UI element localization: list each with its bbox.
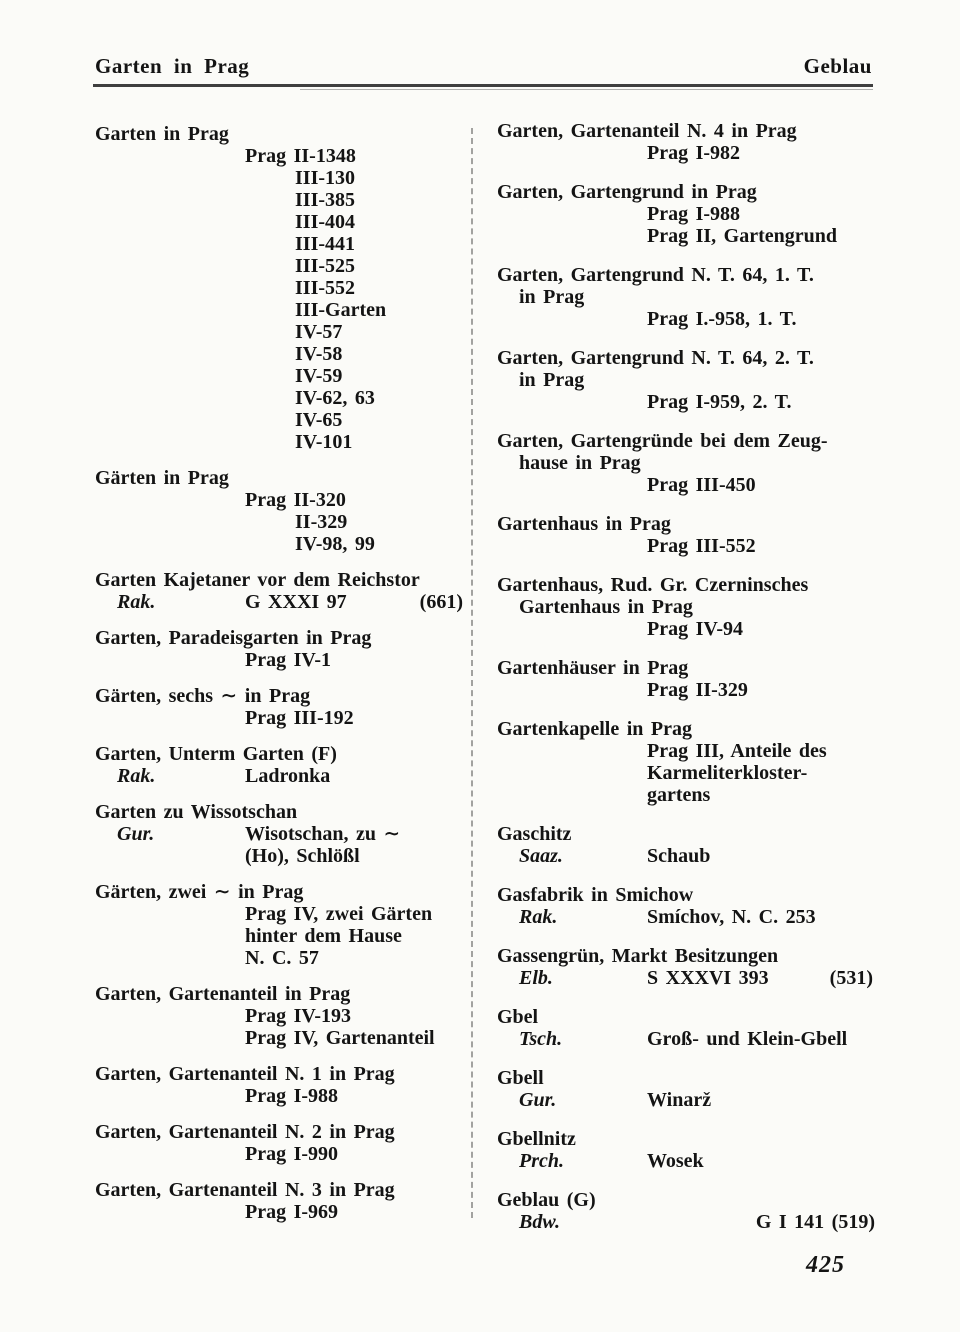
source-abbreviation: Saaz.	[519, 845, 563, 867]
index-line	[95, 765, 465, 787]
line-text: IV-98, 99	[295, 533, 375, 555]
index-headword-line	[497, 264, 875, 286]
index-line	[95, 211, 465, 233]
index-headword-line	[95, 743, 465, 765]
index-headword-line	[497, 430, 875, 452]
line-text: Prag II-329	[647, 679, 748, 701]
line-text: in Prag	[519, 369, 585, 391]
line-text: Gartenhaus in Prag	[519, 596, 693, 618]
line-text: Prag I-982	[647, 142, 741, 164]
line-text: Gasfabrik in Smichow	[497, 884, 694, 906]
index-entry	[95, 1121, 465, 1165]
index-headword-line	[497, 120, 875, 142]
line-text: Gartenhäuser in Prag	[497, 657, 689, 679]
index-line	[95, 321, 465, 343]
index-entry	[95, 685, 465, 729]
index-line	[497, 784, 875, 806]
index-entry	[497, 1189, 875, 1233]
index-headword-line	[497, 718, 875, 740]
line-text: Prag I-988	[245, 1085, 339, 1107]
line-text: IV-58	[295, 343, 343, 365]
line-text: Wisotschan, zu ∼	[245, 823, 401, 845]
index-line	[497, 967, 875, 989]
index-headword-line	[95, 627, 465, 649]
line-text: Gärten, zwei ∼ in Prag	[95, 881, 304, 903]
line-text: gartens	[647, 784, 711, 806]
line-text: Prag I-959, 2. T.	[647, 391, 792, 413]
line-text: II-329	[295, 511, 348, 533]
index-line	[497, 1089, 875, 1111]
index-headword-line	[497, 1128, 875, 1150]
index-headword-line	[497, 884, 875, 906]
line-text: IV-57	[295, 321, 343, 343]
line-text: in Prag	[519, 286, 585, 308]
line-text: Prag I-988	[647, 203, 741, 225]
right-column	[497, 120, 875, 1250]
index-line	[95, 1027, 465, 1049]
line-text: IV-65	[295, 409, 343, 431]
index-entry	[497, 264, 875, 330]
line-text: Garten, Gartenanteil in Prag	[95, 983, 351, 1005]
index-line	[497, 203, 875, 225]
index-line	[497, 1211, 875, 1233]
index-entry	[95, 1179, 465, 1223]
index-line	[95, 489, 465, 511]
line-text: Prag II, Gartengrund	[647, 225, 837, 247]
index-line	[95, 1085, 465, 1107]
index-line	[95, 431, 465, 453]
index-line	[95, 145, 465, 167]
index-line	[95, 823, 465, 845]
header-rule-shadow	[300, 89, 873, 90]
index-line	[95, 343, 465, 365]
running-head-left: Garten in Prag	[95, 54, 250, 78]
index-line	[497, 308, 875, 330]
line-text: G I 141 (519)	[755, 1211, 875, 1233]
index-line	[497, 618, 875, 640]
index-entry	[497, 718, 875, 806]
index-line	[497, 452, 875, 474]
index-entry	[497, 347, 875, 413]
line-text: Prag IV-1	[245, 649, 331, 671]
index-entry	[95, 467, 465, 555]
line-text: Gbellnitz	[497, 1128, 576, 1150]
index-headword-line	[497, 181, 875, 203]
index-line	[95, 189, 465, 211]
index-line	[95, 591, 465, 613]
line-text: Garten, Gartenanteil N. 3 in Prag	[95, 1179, 395, 1201]
line-text: Garten, Paradeisgarten in Prag	[95, 627, 372, 649]
index-headword-line	[95, 569, 465, 591]
line-text: Garten in Prag	[95, 123, 229, 145]
index-line	[497, 391, 875, 413]
index-headword-line	[497, 823, 875, 845]
index-line	[95, 1143, 465, 1165]
index-line	[95, 707, 465, 729]
index-line	[95, 845, 465, 867]
index-headword-line	[497, 1006, 875, 1028]
line-text: Garten, Unterm Garten (F)	[95, 743, 337, 765]
index-line	[95, 903, 465, 925]
line-text: Gartenhaus, Rud. Gr. Czerninsches	[497, 574, 809, 596]
line-text: Prag IV-193	[245, 1005, 351, 1027]
source-abbreviation: Gur.	[519, 1089, 557, 1111]
index-entry	[95, 801, 465, 867]
index-line	[497, 596, 875, 618]
line-text: Garten, Gartenanteil N. 1 in Prag	[95, 1063, 395, 1085]
index-line	[95, 1201, 465, 1223]
index-line	[497, 369, 875, 391]
line-text: Prag IV, zwei Gärten	[245, 903, 433, 925]
index-headword-line	[497, 1189, 875, 1211]
index-entry	[95, 627, 465, 671]
source-abbreviation: Prch.	[519, 1150, 564, 1172]
index-line	[95, 1005, 465, 1027]
line-text: Prag I-969	[245, 1201, 339, 1223]
line-text: Prag IV, Gartenanteil	[245, 1027, 435, 1049]
index-entry	[497, 513, 875, 557]
line-text: Prag I-990	[245, 1143, 339, 1165]
index-line	[497, 845, 875, 867]
index-line	[497, 679, 875, 701]
index-headword-line	[95, 1121, 465, 1143]
index-headword-line	[95, 1179, 465, 1201]
index-entry	[95, 123, 465, 453]
line-text: IV-59	[295, 365, 343, 387]
line-text: Prag III-552	[647, 535, 756, 557]
index-line	[95, 277, 465, 299]
index-line	[95, 299, 465, 321]
line-text: Garten, Gartengrund in Prag	[497, 181, 757, 203]
index-headword-line	[497, 657, 875, 679]
index-entry	[497, 120, 875, 164]
line-text: Gbell	[497, 1067, 544, 1089]
index-headword-line	[497, 574, 875, 596]
line-text: G XXXI 97	[245, 591, 347, 613]
index-entry	[95, 743, 465, 787]
source-abbreviation: Rak.	[117, 591, 156, 613]
line-text: (Ho), Schlößl	[245, 845, 360, 867]
index-entry	[497, 574, 875, 640]
line-text: Smíchov, N. C. 253	[647, 906, 816, 928]
index-line	[95, 409, 465, 431]
index-line	[95, 511, 465, 533]
index-line	[497, 474, 875, 496]
index-line	[497, 535, 875, 557]
line-text: Garten Kajetaner vor dem Reichstor	[95, 569, 420, 591]
line-text: Karmeliterkloster-	[647, 762, 808, 784]
source-abbreviation: Bdw.	[519, 1211, 560, 1233]
line-text: Garten, Gartengrund N. T. 64, 1. T.	[497, 264, 814, 286]
index-headword-line	[497, 945, 875, 967]
index-line	[95, 649, 465, 671]
source-abbreviation: Gur.	[117, 823, 155, 845]
index-line	[95, 167, 465, 189]
index-line	[497, 1028, 875, 1050]
index-entry	[95, 983, 465, 1049]
line-text: Garten, Gartengrund N. T. 64, 2. T.	[497, 347, 814, 369]
index-line	[95, 233, 465, 255]
index-line	[497, 1150, 875, 1172]
index-entry	[497, 657, 875, 701]
line-text: Garten zu Wissotschan	[95, 801, 298, 823]
index-headword-line	[95, 467, 465, 489]
index-entry	[497, 1006, 875, 1050]
column-divider	[471, 128, 473, 1218]
index-entry	[497, 884, 875, 928]
line-text: Groß- und Klein-Gbell	[647, 1028, 848, 1050]
index-headword-line	[95, 983, 465, 1005]
header-rule	[93, 84, 873, 87]
index-line	[95, 925, 465, 947]
index-line	[95, 387, 465, 409]
index-headword-line	[95, 801, 465, 823]
line-text: Geblau (G)	[497, 1189, 596, 1211]
line-text: Prag III, Anteile des	[647, 740, 827, 762]
index-entry	[497, 823, 875, 867]
line-text: Gassengrün, Markt Besitzungen	[497, 945, 779, 967]
index-line	[497, 286, 875, 308]
index-line	[497, 740, 875, 762]
line-text: IV-101	[295, 431, 353, 453]
index-entry	[497, 945, 875, 989]
index-line	[497, 225, 875, 247]
source-abbreviation: Tsch.	[519, 1028, 563, 1050]
index-entry	[497, 430, 875, 496]
source-abbreviation: Elb.	[519, 967, 553, 989]
index-line	[95, 947, 465, 969]
index-headword-line	[95, 1063, 465, 1085]
source-abbreviation: Rak.	[519, 906, 558, 928]
line-text: Prag II-320	[245, 489, 346, 511]
index-headword-line	[95, 685, 465, 707]
line-text: III-552	[295, 277, 356, 299]
index-line	[95, 255, 465, 277]
line-text: Gärten in Prag	[95, 467, 229, 489]
line-text: N. C. 57	[245, 947, 319, 969]
index-headword-line	[95, 123, 465, 145]
line-text: Ladronka	[245, 765, 331, 787]
index-line	[497, 906, 875, 928]
reference-number: (661)	[419, 591, 463, 613]
line-text: III-404	[295, 211, 356, 233]
index-line	[95, 365, 465, 387]
line-text: Prag I.-958, 1. T.	[647, 308, 797, 330]
line-text: IV-62, 63	[295, 387, 375, 409]
index-line	[497, 142, 875, 164]
index-entry	[95, 569, 465, 613]
line-text: Garten, Gartenanteil N. 4 in Prag	[497, 120, 797, 142]
line-text: Wosek	[647, 1150, 704, 1172]
index-entry	[497, 1067, 875, 1111]
line-text: III-130	[295, 167, 356, 189]
line-text: Prag III-450	[647, 474, 756, 496]
line-text: Prag III-192	[245, 707, 354, 729]
line-text: III-441	[295, 233, 356, 255]
page-number: 425	[806, 1252, 845, 1278]
line-text: Prag II-1348	[245, 145, 356, 167]
line-text: Gbel	[497, 1006, 539, 1028]
line-text: Garten, Gartenanteil N. 2 in Prag	[95, 1121, 395, 1143]
index-headword-line	[497, 347, 875, 369]
running-head-right: Geblau	[803, 54, 872, 78]
line-text: Gärten, sechs ∼ in Prag	[95, 685, 311, 707]
index-entry	[95, 1063, 465, 1107]
line-text: Gartenhaus in Prag	[497, 513, 671, 535]
reference-number: (531)	[829, 967, 873, 989]
index-entry	[95, 881, 465, 969]
left-column	[95, 123, 465, 1237]
line-text: S XXXVI 393	[647, 967, 769, 989]
source-abbreviation: Rak.	[117, 765, 156, 787]
line-text: Winarž	[647, 1089, 712, 1111]
line-text: III-525	[295, 255, 356, 277]
line-text: hause in Prag	[519, 452, 641, 474]
index-entry	[497, 181, 875, 247]
line-text: Garten, Gartengründe bei dem Zeug-	[497, 430, 828, 452]
index-headword-line	[95, 881, 465, 903]
line-text: Schaub	[647, 845, 711, 867]
index-entry	[497, 1128, 875, 1172]
index-line	[95, 533, 465, 555]
line-text: Gaschitz	[497, 823, 572, 845]
index-headword-line	[497, 513, 875, 535]
index-headword-line	[497, 1067, 875, 1089]
line-text: III-Garten	[295, 299, 387, 321]
line-text: Gartenkapelle in Prag	[497, 718, 692, 740]
index-line	[497, 762, 875, 784]
line-text: Prag IV-94	[647, 618, 743, 640]
line-text: III-385	[295, 189, 356, 211]
line-text: hinter dem Hause	[245, 925, 402, 947]
